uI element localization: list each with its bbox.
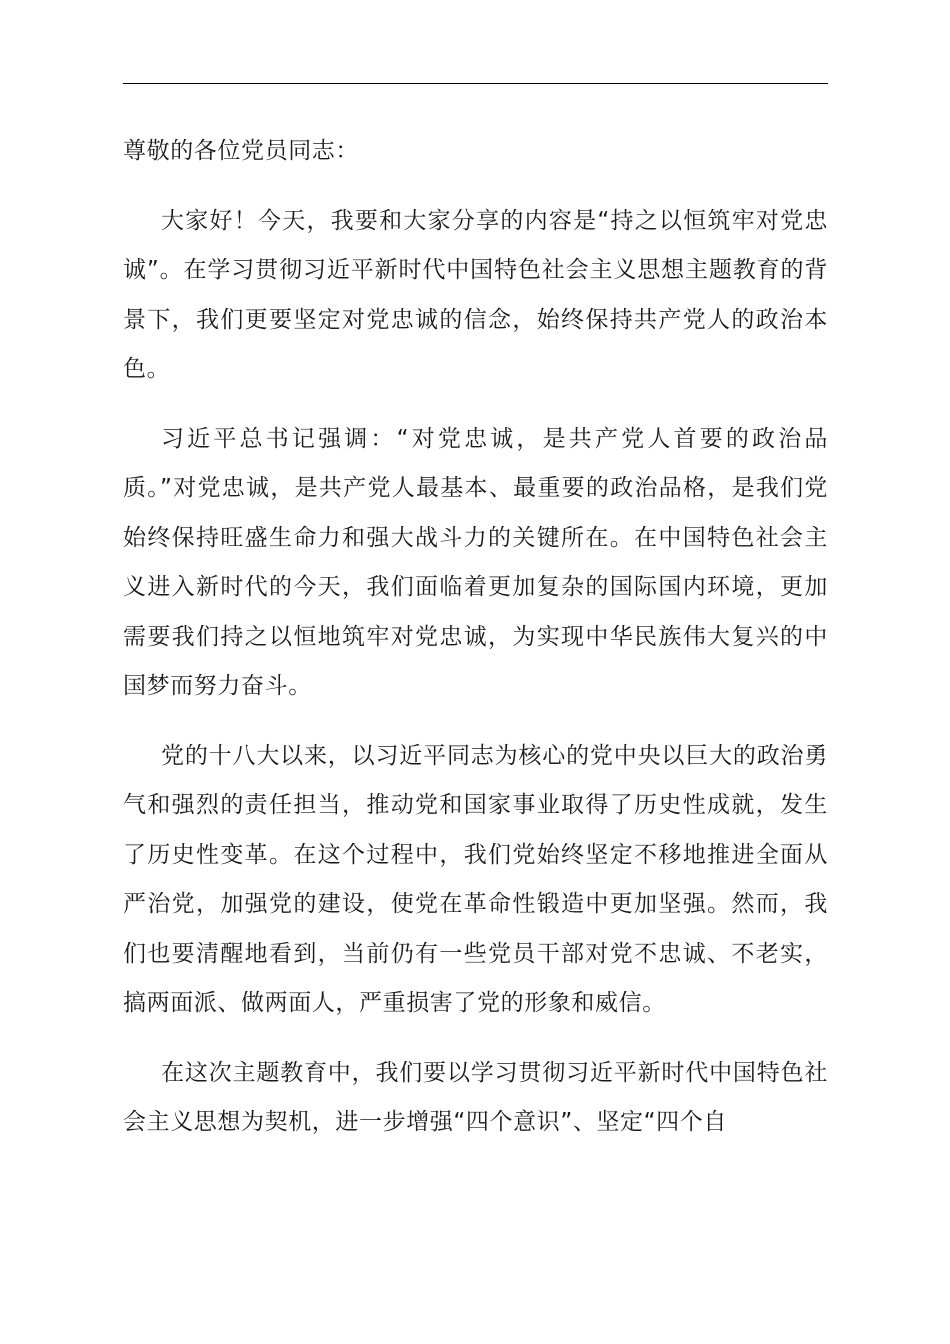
- paragraph-3: 党的十八大以来，以习近平同志为核心的党中央以巨大的政治勇气和强烈的责任担当，推动党和国家事业取得了历史性成就，发生了历史性变革。在这个过程中，我们党始终坚定不移地推进全面从严治党，加强党的建设，使党在革命性锻造中更加坚强。然而，我们也要清醒地看到，当前仍有一些党员干部对党不忠诚、不老实，搞两面派、做两面人，严重损害了党的形象和威信。: [123, 742, 828, 1016]
- header-divider: [123, 83, 828, 84]
- paragraph-4: 在这次主题教育中，我们要以学习贯彻习近平新时代中国特色社会主义思想为契机，进一步增强“四个意识”、坚定“四个自: [123, 1059, 828, 1135]
- salutation: 尊敬的各位党员同志：: [123, 138, 359, 164]
- paragraph-2: 习近平总书记强调：“对党忠诚，是共产党人首要的政治品质。”对党忠诚，是共产党人最基本、最重要的政治品格，是我们党始终保持旺盛生命力和强大战斗力的关键所在。在中国特色社会主义进入新时代的今天，我们面临着更加复杂的国际国内环境，更加需要我们持之以恒地筑牢对党忠诚，为实现中华民族伟大复兴的中国梦而努力奋斗。: [123, 425, 828, 699]
- paragraph-1: 大家好！今天，我要和大家分享的内容是“持之以恒筑牢对党忠诚”。在学习贯彻习近平新时代中国特色社会主义思想主题教育的背景下，我们更要坚定对党忠诚的信念，始终保持共产党人的政治本色。: [123, 207, 828, 382]
- document-body: [123, 127, 828, 1168]
